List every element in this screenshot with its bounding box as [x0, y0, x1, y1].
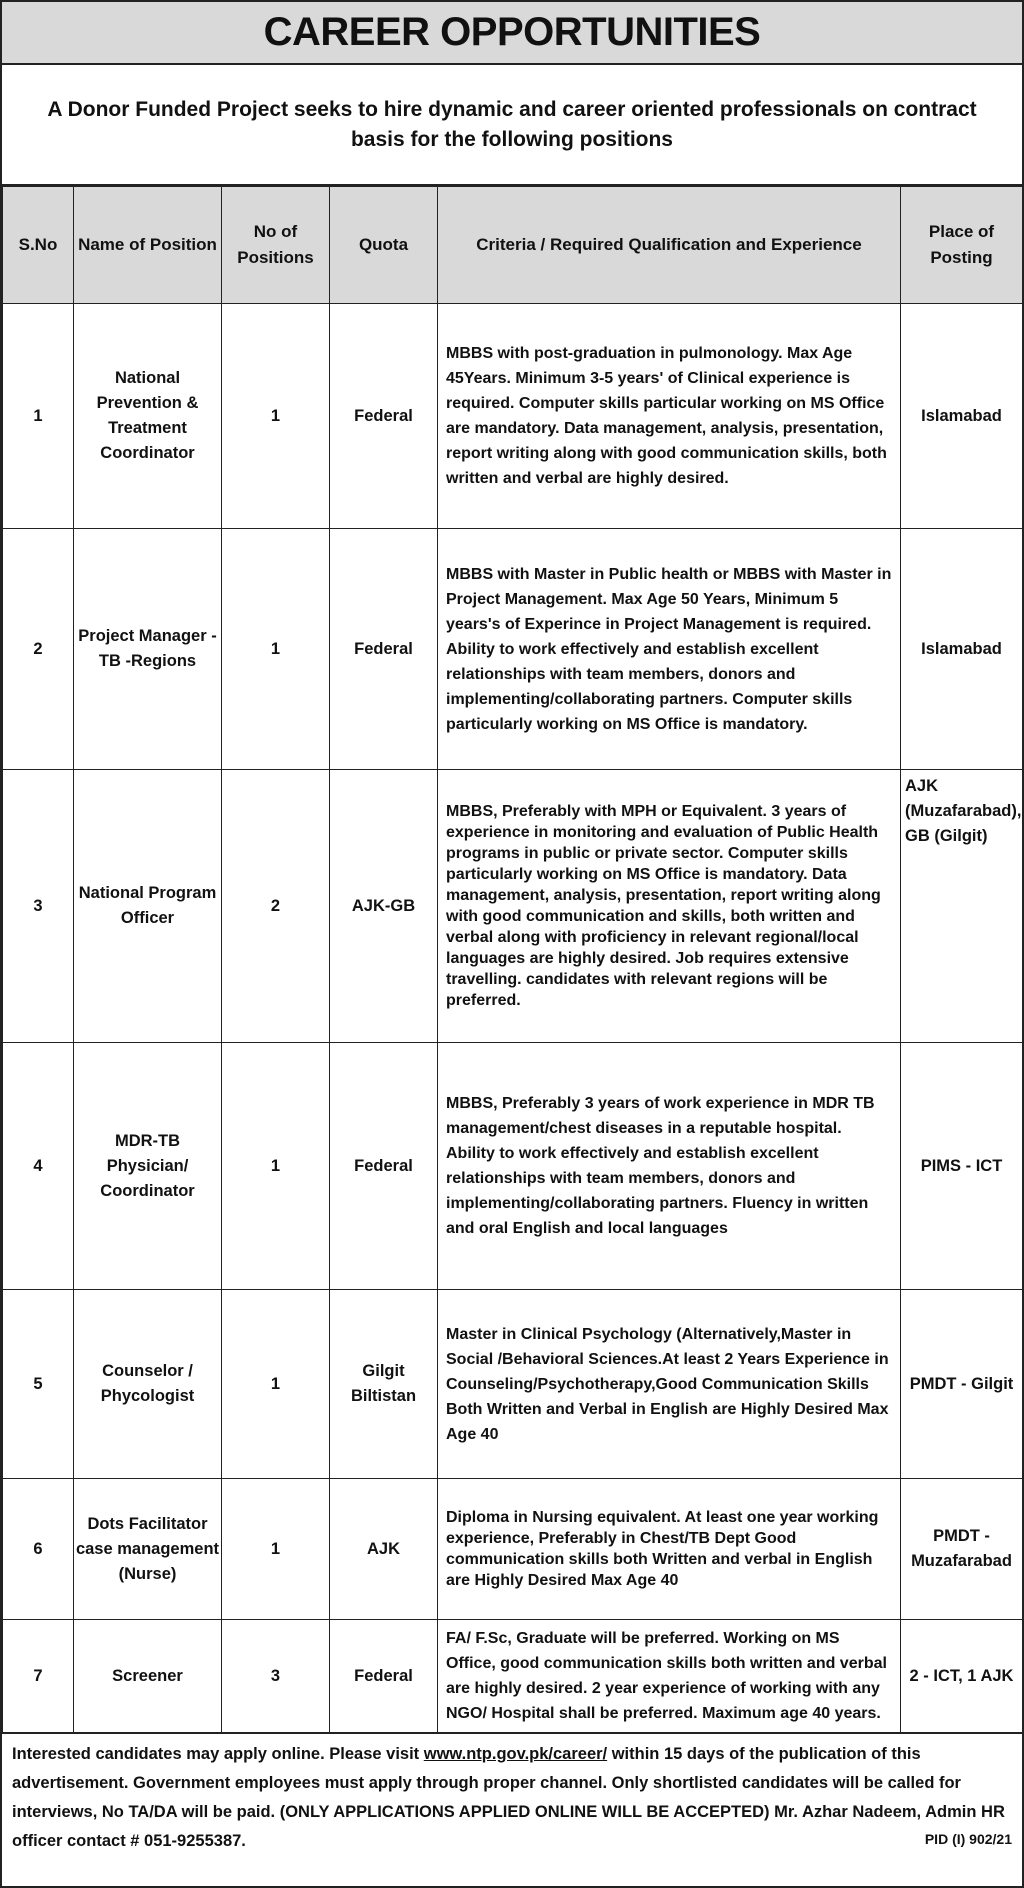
cell-position-name: Dots Facilitator case management (Nurse) [74, 1479, 222, 1620]
career-link[interactable]: www.ntp.gov.pk/career/ [423, 1745, 608, 1763]
cell-sno: 5 [3, 1290, 74, 1479]
header-place: Place of Posting [901, 187, 1023, 304]
footer-text-before: Interested candidates may apply online. Please visit [12, 1745, 424, 1763]
table-row [3, 1479, 1023, 1620]
cell-criteria: MBBS, Preferably with MPH or Equivalent. 3 years of experience in monitoring and evaluation of Public Health programs in public or private sector. Computer skills particularly working on MS Office is mandatory. Data management, analysis, presentation, report writing along with good communication and skills, both written and verbal along with proficiency in relevant regional/local languages are highly desired. Job requires extensive travelling. candidates with relevant regions will be preferred. [438, 770, 901, 1043]
cell-quota: AJK-GB [330, 770, 438, 1043]
table-header-row [3, 187, 1023, 304]
cell-place: Islamabad [901, 304, 1023, 529]
cell-place: Islamabad [901, 529, 1023, 770]
cell-place: PIMS - ICT [901, 1043, 1023, 1290]
subtitle: A Donor Funded Project seeks to hire dynamic and career oriented professionals on contract basis for the following positions [2, 65, 1022, 186]
cell-position-name: Project Manager - TB -Regions [74, 529, 222, 770]
cell-position-count: 3 [222, 1620, 330, 1733]
cell-quota: Federal [330, 304, 438, 529]
cell-quota: Gilgit Biltistan [330, 1290, 438, 1479]
cell-criteria: FA/ F.Sc, Graduate will be preferred. Working on MS Office, good communication skills both written and verbal are highly desired. 2 year experience of working with any NGO/ Hospital shall be preferred. Maximum age 40 years. [438, 1620, 901, 1733]
cell-criteria: MBBS, Preferably 3 years of work experience in MDR TB management/chest diseases in a reputable hospital. Ability to work effectively and establish excellent relationships with team members, donors and implementing/collaborating partners. Fluency in written and oral English and local languages [438, 1043, 901, 1290]
cell-position-name: National Prevention & Treatment Coordinator [74, 304, 222, 529]
cell-criteria: MBBS with Master in Public health or MBBS with Master in Project Management. Max Age 50 Years, Minimum 5 years's of Experince in Project Management is required. Ability to work effectively and establish excellent relationships with team members, donors and implementing/collaborating partners. Computer skills particularly working on MS Office is mandatory. [438, 529, 901, 770]
cell-sno: 6 [3, 1479, 74, 1620]
cell-place: PMDT - Gilgit [901, 1290, 1023, 1479]
cell-quota: Federal [330, 529, 438, 770]
cell-position-count: 1 [222, 1479, 330, 1620]
footer-note [2, 1733, 1022, 1862]
cell-place: 2 - ICT, 1 AJK [901, 1620, 1023, 1733]
header-name: Name of Position [74, 187, 222, 304]
cell-position-count: 2 [222, 770, 330, 1043]
cell-sno: 1 [3, 304, 74, 529]
positions-table [2, 186, 1023, 1733]
cell-position-count: 1 [222, 1290, 330, 1479]
cell-position-name: MDR-TB Physician/ Coordinator [74, 1043, 222, 1290]
cell-sno: 4 [3, 1043, 74, 1290]
cell-criteria: MBBS with post-graduation in pulmonology. Max Age 45Years. Minimum 3-5 years' of Clinical experience is required. Computer skills particular working on MS Office are mandatory. Data management, analysis, presentation, report writing along with good communication skills, both written and verbal are highly desired. [438, 304, 901, 529]
table-row [3, 1620, 1023, 1733]
table-row [3, 1290, 1023, 1479]
table-row [3, 1043, 1023, 1290]
table-row [3, 529, 1023, 770]
cell-criteria: Diploma in Nursing equivalent. At least one year working experience, Preferably in Chest/TB Dept Good communication skills both Written and verbal in English are Highly Desired Max Age 40 [438, 1479, 901, 1620]
cell-position-count: 1 [222, 1043, 330, 1290]
cell-sno: 3 [3, 770, 74, 1043]
cell-place: AJK (Muzafarabad), GB (Gilgit) [901, 770, 1023, 1043]
header-count: No of Positions [222, 187, 330, 304]
cell-position-name: Screener [74, 1620, 222, 1733]
cell-sno: 7 [3, 1620, 74, 1733]
header-quota: Quota [330, 187, 438, 304]
cell-criteria: Master in Clinical Psychology (Alternatively,Master in Social /Behavioral Sciences.At least 2 Years Experience in Counseling/Psychotherapy,Good Communication Skills Both Written and Verbal in English are Highly Desired Max Age 40 [438, 1290, 901, 1479]
table-row [3, 770, 1023, 1043]
cell-quota: Federal [330, 1620, 438, 1733]
header-sno: S.No [3, 187, 74, 304]
pid-number: PID (I) 902/21 [924, 1831, 1012, 1847]
footer-text-after: within 15 days of the publication of this advertisement. Government employees must apply through proper channel. Only shortlisted candidates will be called for interviews, No TA/DA will be paid. (ONLY APPLICATIONS APPLIED ONLINE WILL BE ACCEPTED) Mr. Azhar Nadeem, Admin HR officer contact # 051-9255387. [12, 1745, 1005, 1850]
cell-position-name: Counselor / Phycologist [74, 1290, 222, 1479]
cell-place: PMDT - Muzafarabad [901, 1479, 1023, 1620]
cell-position-count: 1 [222, 529, 330, 770]
cell-position-count: 1 [222, 304, 330, 529]
page-title: CAREER OPPORTUNITIES [2, 2, 1022, 65]
cell-quota: AJK [330, 1479, 438, 1620]
cell-quota: Federal [330, 1043, 438, 1290]
cell-position-name: National Program Officer [74, 770, 222, 1043]
header-criteria: Criteria / Required Qualification and Experience [438, 187, 901, 304]
cell-sno: 2 [3, 529, 74, 770]
table-row [3, 304, 1023, 529]
